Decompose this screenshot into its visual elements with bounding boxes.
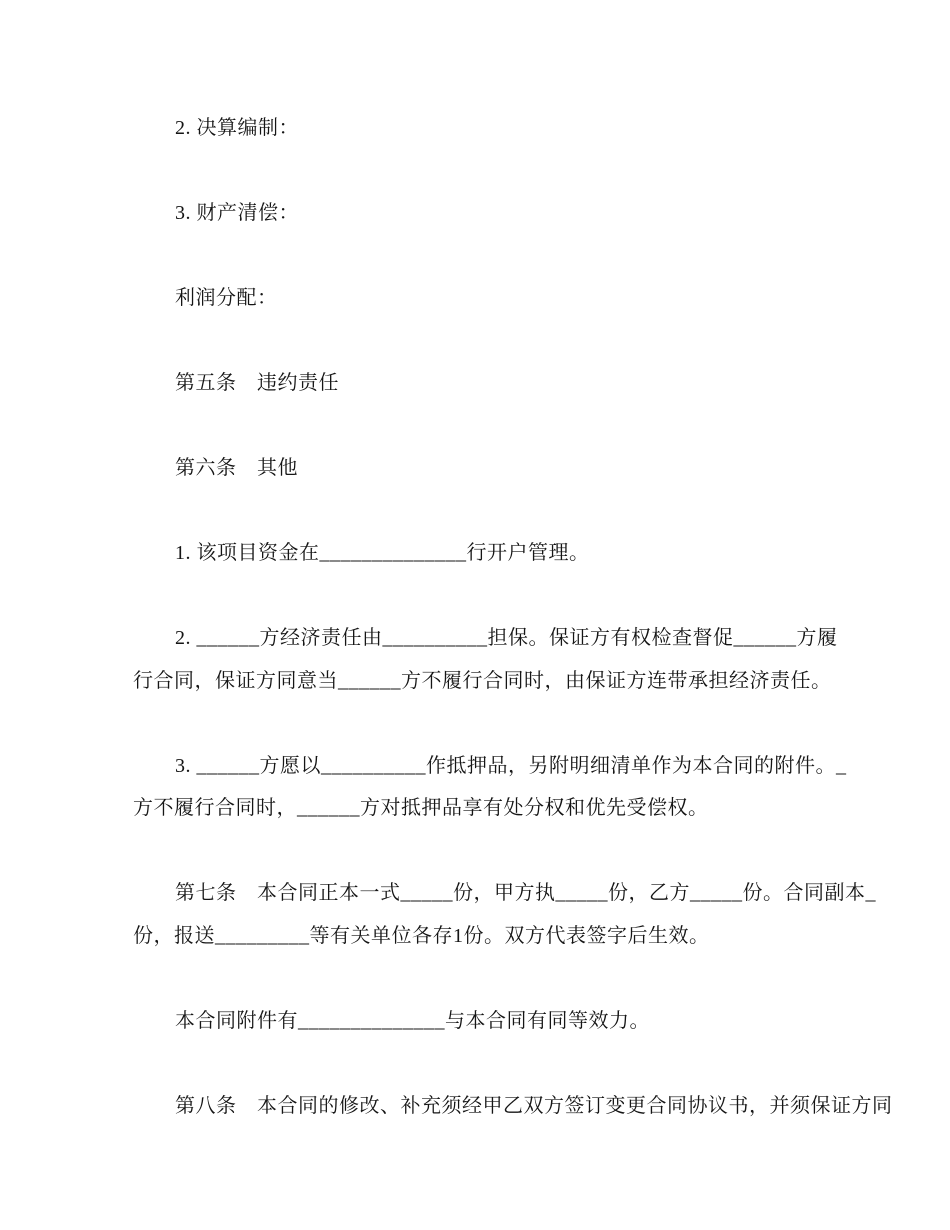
paragraph — [133, 362, 840, 405]
paragraph — [133, 447, 840, 490]
text-line: 第七条 本合同正本一式_____份，甲方执_____份，乙方_____份。合同副本_ — [175, 882, 876, 904]
paragraph — [133, 617, 840, 702]
text-line: 方不履行合同时，______方对抵押品享有处分权和优先受偿权。 — [133, 797, 709, 819]
paragraph — [133, 872, 876, 957]
text-line: 第六条 其他 — [175, 457, 298, 479]
text-line: 2. ______方经济责任由__________担保。保证方有权检查督促______方履 — [175, 627, 838, 649]
text-line: 行合同，保证方同意当______方不履行合同时，由保证方连带承担经济责任。 — [133, 669, 832, 692]
text-line: 本合同附件有______________与本合同有同等效力。 — [175, 1009, 650, 1032]
paragraph — [133, 277, 840, 320]
text-line: 1. 该项目资金在______________行开户管理。 — [175, 542, 590, 564]
paragraph — [133, 192, 840, 235]
paragraph — [133, 107, 840, 150]
text-line: 3. 财产清偿： — [175, 202, 299, 224]
text-line: 2. 决算编制： — [175, 117, 299, 139]
paragraph — [133, 532, 840, 575]
paragraph — [133, 1085, 893, 1128]
paragraph — [133, 1000, 840, 1043]
text-line: 份，报送_________等有关单位各存1份。双方代表签字后生效。 — [133, 924, 710, 947]
text-line: 第八条 本合同的修改、补充须经甲乙双方签订变更合同协议书，并须保证方同 — [175, 1094, 893, 1117]
text-line: 3. ______方愿以__________作抵押品，另附明细清单作为本合同的附件。_ — [175, 754, 847, 777]
text-line: 第五条 违约责任 — [175, 372, 339, 394]
text-line: 利润分配： — [175, 287, 278, 309]
paragraph — [133, 745, 847, 830]
